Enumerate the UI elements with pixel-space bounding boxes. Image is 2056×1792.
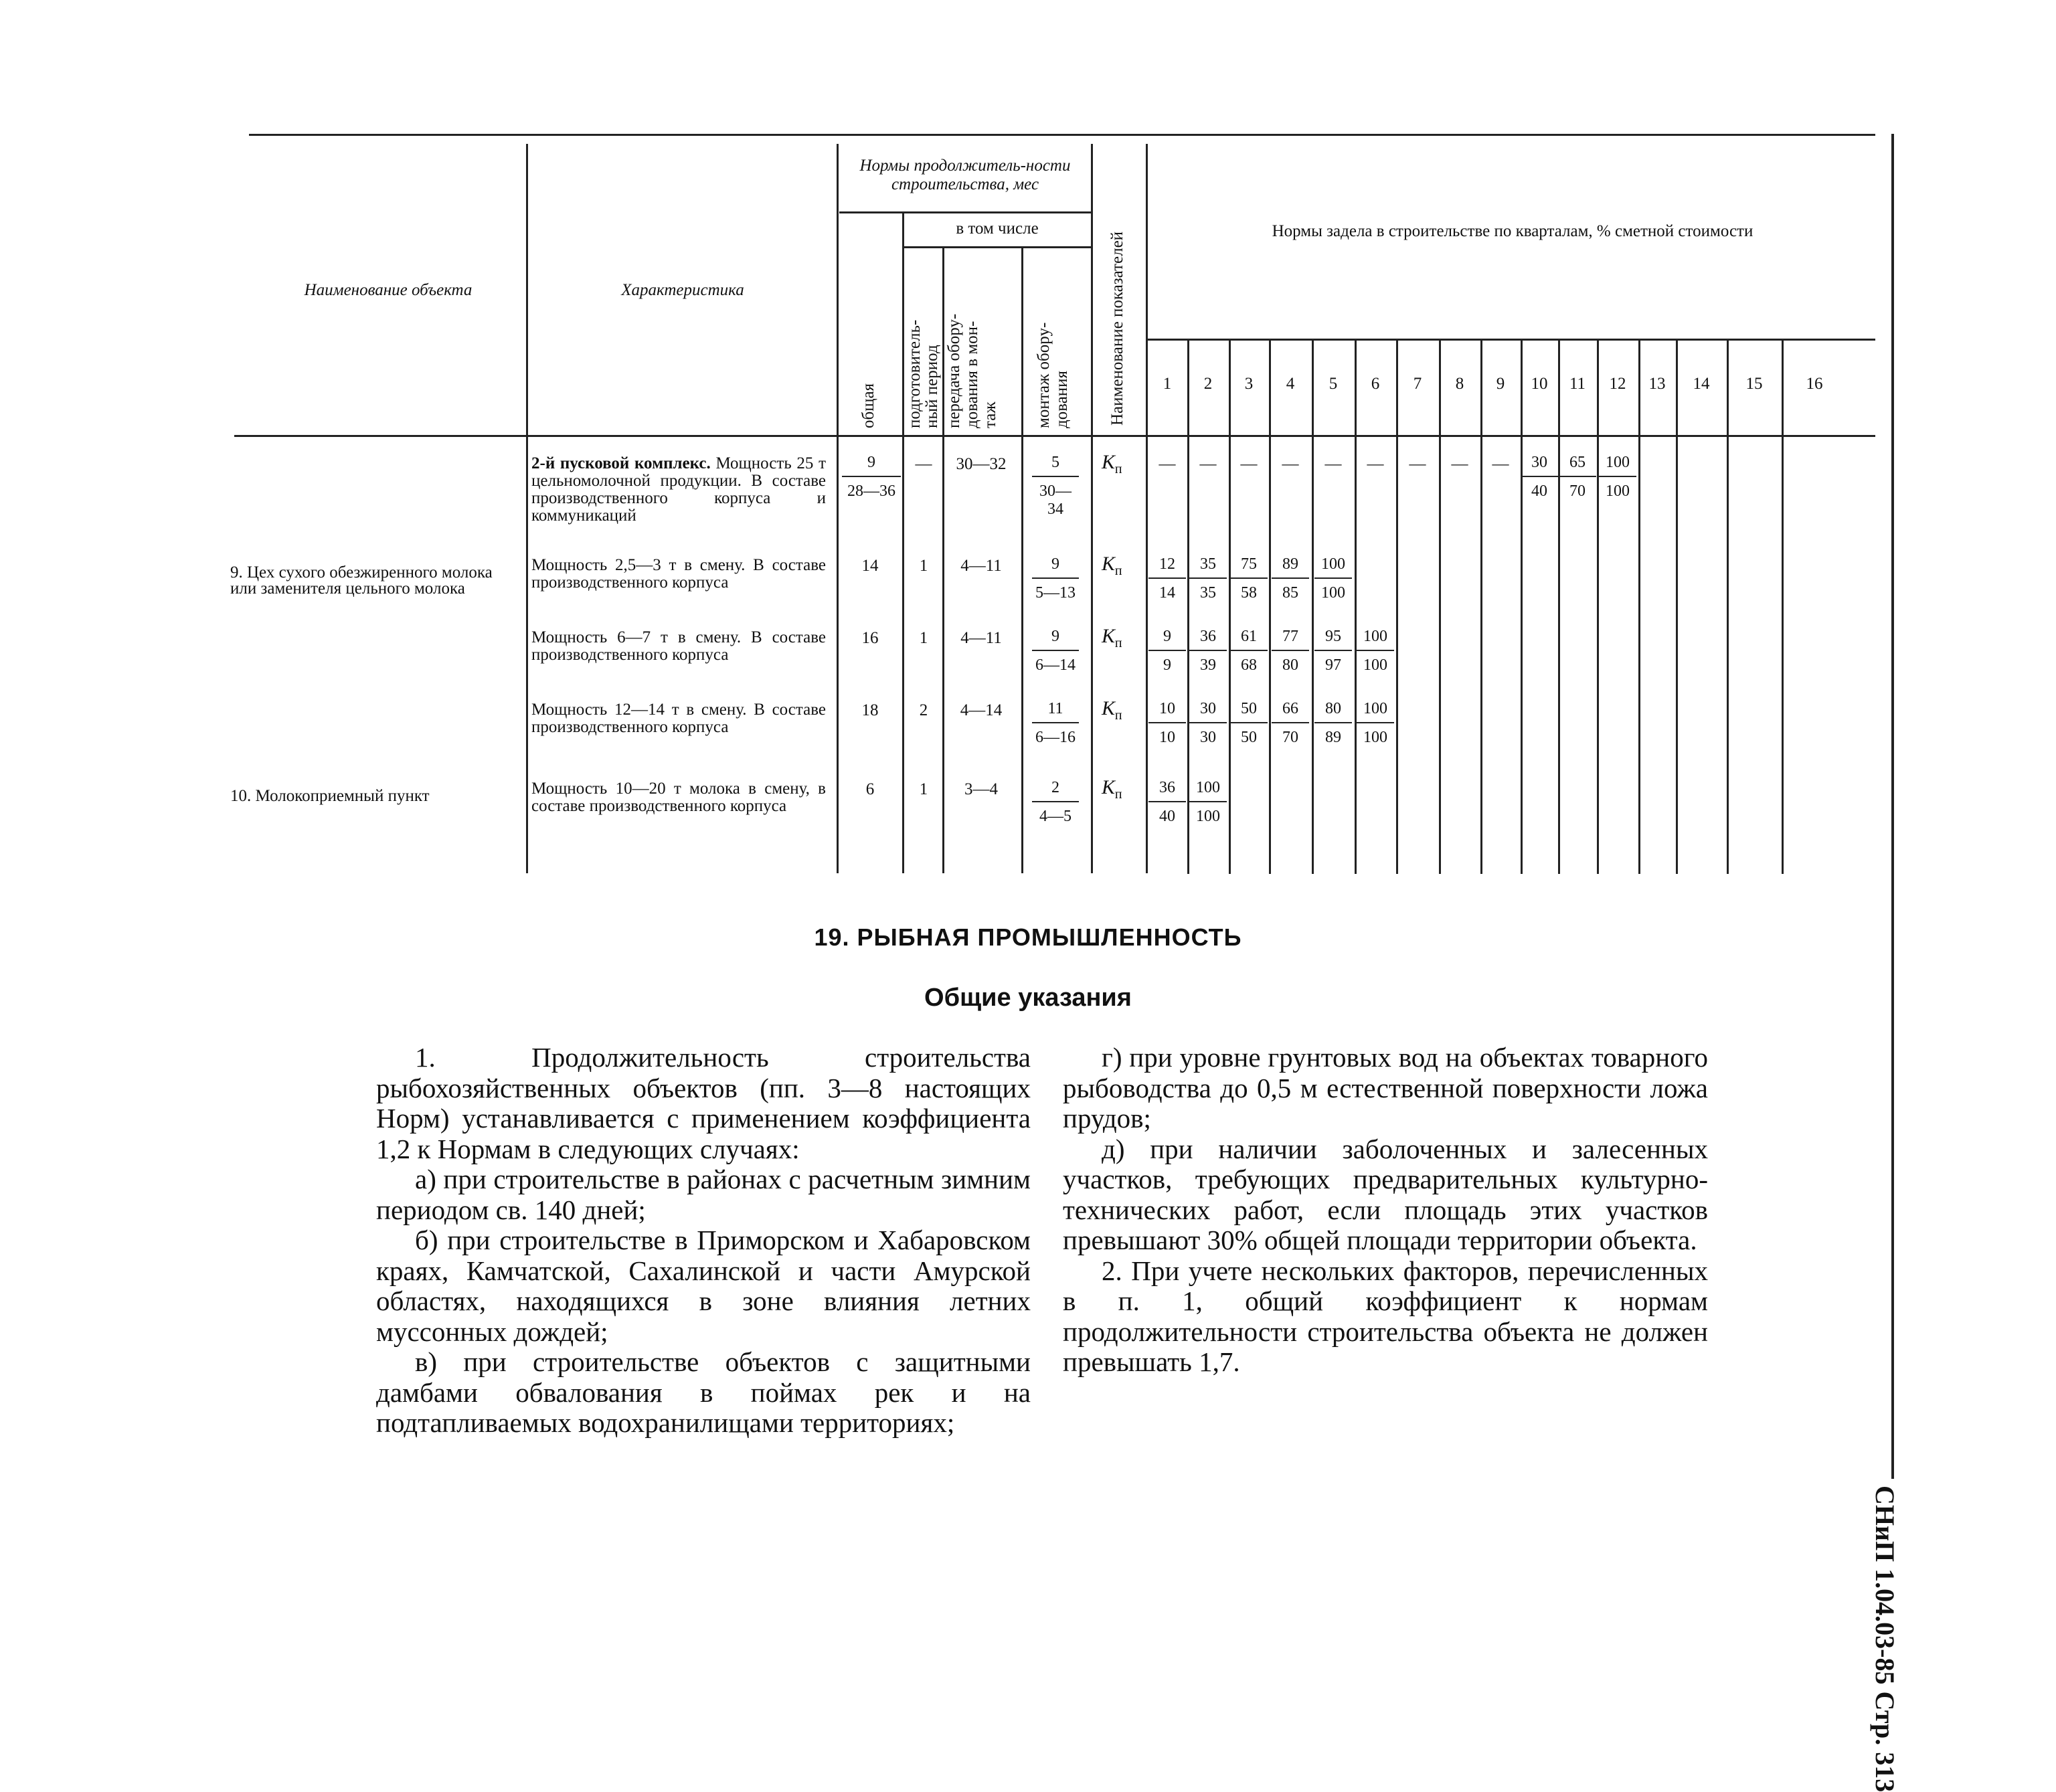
header-rule-including [904, 246, 1091, 248]
header-equipment-transfer: передача обору- дования в мон- таж [945, 313, 999, 428]
fraction-top: 100 [1357, 628, 1394, 651]
quarter-number: 15 [1745, 375, 1763, 393]
quarter-value [1559, 454, 1596, 501]
quarter-value [1189, 700, 1227, 747]
total-duration: 18 [861, 701, 879, 719]
quarter-number: 1 [1163, 375, 1172, 393]
fraction-top: 89 [1272, 555, 1309, 579]
quarter-dash: — [1324, 455, 1342, 473]
fraction-bottom: 4—5 [1039, 808, 1072, 825]
fraction-bottom: 85 [1282, 584, 1298, 602]
fraction-top: 9 [1032, 555, 1079, 579]
prep-period: — [915, 455, 932, 473]
quarter-number: 2 [1203, 375, 1213, 393]
col-divider [1146, 144, 1148, 873]
equipment-installation [1032, 700, 1079, 747]
object-name: 10. Молокоприемный пункт [230, 787, 430, 805]
paragraph: в) при строительстве объектов с защитными дамбами обвалования в поймах рек и на подтапливаемых водохранилищами территориях; [376, 1346, 1031, 1438]
header-rule-quarters [1147, 339, 1875, 341]
fraction-top: 12 [1148, 555, 1186, 579]
fraction-top: 10 [1148, 700, 1186, 723]
fraction-bottom: 50 [1241, 729, 1257, 746]
fraction-bottom: 100 [1363, 656, 1387, 674]
quarter-dash: — [1240, 455, 1258, 473]
fraction-bottom: 35 [1200, 584, 1216, 602]
fraction-bottom: 97 [1325, 656, 1341, 674]
characteristic-bold: 2-й пусковой комплекс. [531, 454, 711, 472]
characteristic [531, 780, 826, 815]
fraction-bottom: 6—16 [1035, 729, 1076, 746]
quarter-number: 5 [1329, 375, 1338, 393]
paragraph: д) при наличии заболоченных и залесенных участков, требующих предварительных культурно-технических работ, если площадь этих участков превышают 30% общей площади территории объекта. [1063, 1133, 1708, 1255]
quarter-value [1148, 779, 1186, 826]
quarter-dash: — [1492, 455, 1509, 473]
fraction-top: 95 [1314, 628, 1352, 651]
fraction-top: 80 [1314, 700, 1352, 723]
fraction-top: 36 [1148, 779, 1186, 802]
total-duration: 14 [861, 557, 879, 575]
fraction-top: 9 [1032, 628, 1079, 651]
indicator-subscript: п [1114, 708, 1122, 723]
fraction-bottom: 100 [1606, 482, 1630, 500]
quarter-value [1521, 454, 1558, 501]
indicator-symbol [1102, 553, 1122, 579]
quarter-number: 7 [1413, 375, 1422, 393]
fraction-top: 75 [1230, 555, 1268, 579]
table-header-bottom-rule [234, 435, 1875, 437]
quarter-value [1314, 555, 1352, 602]
quarter-dash: — [1282, 455, 1299, 473]
equipment-transfer: 3—4 [964, 780, 998, 798]
quarter-number: 14 [1693, 375, 1710, 393]
quarter-value [1314, 700, 1352, 747]
fraction-top: 35 [1189, 555, 1227, 579]
quarter-value [1272, 555, 1309, 602]
left-column [376, 1043, 1031, 1439]
equipment-installation [1032, 454, 1079, 519]
paragraph: б) при строительстве в Приморском и Хабаровском краях, Камчатской, Сахалинской и части Амурской областях, находящихся в зоне влияния летних муссонных дождей; [376, 1225, 1031, 1347]
table-top-rule [249, 134, 1875, 136]
quarter-col-divider [1676, 339, 1678, 874]
characteristic [531, 557, 826, 592]
prep-period: 1 [919, 557, 928, 575]
quarter-dash: — [1159, 455, 1176, 473]
quarter-number: 8 [1455, 375, 1464, 393]
indicator-subscript: п [1114, 462, 1122, 476]
fraction-bottom: 40 [1159, 808, 1175, 825]
fraction-bottom: 9 [1163, 656, 1171, 674]
fraction-top: 36 [1189, 628, 1227, 651]
header-indicator-name: Наименование показателей [1108, 231, 1126, 426]
quarter-col-divider [1355, 339, 1357, 874]
header-including: в том числе [956, 219, 1039, 238]
indicator-subscript: п [1114, 787, 1122, 802]
fraction-top: 77 [1272, 628, 1309, 651]
equipment-transfer: 30—32 [956, 455, 1007, 473]
fraction-top: 100 [1599, 454, 1636, 477]
fraction-top: 65 [1559, 454, 1596, 477]
col-divider [1091, 144, 1093, 873]
quarter-value [1230, 555, 1268, 602]
fraction-top: 66 [1272, 700, 1309, 723]
quarter-col-divider [1521, 339, 1523, 874]
fraction-bottom: 30—34 [1039, 482, 1072, 518]
fraction-top: 30 [1189, 700, 1227, 723]
fraction-bottom: 40 [1531, 482, 1547, 500]
header-duration-norms: Нормы продолжитель-ности строительства, мес [859, 157, 1071, 193]
quarter-col-divider [1638, 339, 1640, 874]
fraction-top: 9 [1148, 628, 1186, 651]
quarter-number: 13 [1648, 375, 1666, 393]
fraction-bottom: 68 [1241, 656, 1257, 674]
quarter-value [1357, 700, 1394, 747]
section-title: 19. РЫБНАЯ ПРОМЫШЛЕННОСТЬ [814, 923, 1242, 951]
characteristic-text: Мощность 2,5—3 т в смену. В составе производственного корпуса [531, 556, 826, 592]
quarter-value [1148, 555, 1186, 602]
side-label-text: СНиП 1.04.03-85 Стр. 313 [1870, 1486, 1900, 1792]
characteristic-text: Мощность 25 т цельномолочной продукции. В составе производственного корпуса и коммуникаций [531, 454, 826, 525]
fraction-top: 5 [1032, 454, 1079, 477]
quarter-number: 9 [1496, 375, 1505, 393]
fraction-bottom: 70 [1569, 482, 1586, 500]
equipment-installation [1032, 628, 1079, 675]
right-column [1063, 1043, 1708, 1378]
indicator-symbol [1102, 451, 1122, 477]
total-duration: 16 [861, 629, 879, 647]
quarter-col-divider [1312, 339, 1314, 874]
fraction-top: 2 [1032, 779, 1079, 802]
fraction-bottom: 39 [1200, 656, 1216, 674]
indicator-symbol [1102, 625, 1122, 651]
quarter-number: 11 [1569, 375, 1586, 393]
quarter-value [1599, 454, 1636, 501]
indicator-subscript: п [1114, 636, 1122, 650]
quarter-value [1230, 628, 1268, 675]
quarter-value [1357, 628, 1394, 675]
quarter-number: 12 [1609, 375, 1626, 393]
indicator-letter: К [1102, 697, 1115, 719]
col-divider [837, 144, 839, 873]
fraction-top: 30 [1521, 454, 1558, 477]
quarter-col-divider [1480, 339, 1482, 874]
header-backlog-norms: Нормы задела в строительстве по кварталам, % сметной стоимости [1272, 222, 1753, 240]
quarter-number: 3 [1244, 375, 1254, 393]
quarter-col-divider [1439, 339, 1441, 874]
quarter-value [1189, 779, 1227, 826]
quarter-value [1189, 555, 1227, 602]
indicator-symbol [1102, 776, 1122, 802]
paragraph: 1. Продолжительность строительства рыбохозяйственных объектов (пп. 3—8 настоящих Норм) устанавливается с применением коэффициента 1,2 к Нормам в следующих случаях: [376, 1042, 1031, 1164]
quarter-number: 6 [1371, 375, 1380, 393]
quarter-value [1230, 700, 1268, 747]
fraction-bottom: 14 [1159, 584, 1175, 602]
indicator-letter: К [1102, 553, 1115, 575]
fraction-bottom: 10 [1159, 729, 1175, 746]
quarter-col-divider [1269, 339, 1271, 874]
object-name: 9. Цех сухого обезжиренного молока или заменителя цельного молока [230, 563, 493, 598]
characteristic [531, 455, 826, 525]
indicator-letter: К [1102, 625, 1115, 647]
indicator-subscript: п [1114, 563, 1122, 578]
equipment-transfer: 4—11 [960, 557, 1002, 575]
col-divider [902, 211, 904, 873]
quarter-dash: — [1199, 455, 1217, 473]
header-prep-period: подготовитель- ный период [906, 319, 941, 428]
header-characteristic: Характеристика [621, 281, 744, 299]
characteristic-text: Мощность 6—7 т в смену. В составе производственного корпуса [531, 628, 826, 664]
fraction-top: 11 [1032, 700, 1079, 723]
fraction-bottom: 100 [1196, 808, 1220, 825]
fraction-bottom: 89 [1325, 729, 1341, 746]
subsection-title: Общие указания [924, 984, 1132, 1012]
fraction-bottom: 5—13 [1035, 584, 1076, 602]
equipment-installation [1032, 555, 1079, 602]
fraction-bottom: 100 [1321, 584, 1345, 602]
quarter-value [1272, 628, 1309, 675]
quarter-value [1272, 700, 1309, 747]
side-label [1870, 1138, 1930, 1792]
quarter-col-divider [1782, 339, 1784, 874]
fraction-bottom: 28—36 [847, 482, 895, 500]
quarter-col-divider [1229, 339, 1231, 874]
paragraph: а) при строительстве в районах с расчетным зимним периодом св. 140 дней; [376, 1164, 1031, 1225]
prep-period: 1 [919, 780, 928, 798]
quarter-col-divider [1727, 339, 1729, 874]
quarter-number: 16 [1806, 375, 1823, 393]
paragraph: 2. При учете нескольких факторов, перечисленных в п. 1, общий коэффициент к нормам продолжительности строительства объекта не должен превышать 1,7. [1063, 1255, 1708, 1377]
total-duration: 6 [865, 780, 875, 798]
quarter-col-divider [1558, 339, 1560, 874]
quarter-value [1148, 628, 1186, 675]
characteristic [531, 629, 826, 664]
indicator-symbol [1102, 697, 1122, 723]
fraction-top: 61 [1230, 628, 1268, 651]
header-rule-duration [839, 211, 1091, 213]
fraction-top: 100 [1189, 779, 1227, 802]
fraction-bottom: 30 [1200, 729, 1216, 746]
quarter-dash: — [1451, 455, 1468, 473]
equipment-transfer: 4—11 [960, 629, 1002, 647]
characteristic-text: Мощность 10—20 т молока в смену, в составе производственного корпуса [531, 780, 826, 815]
equipment-transfer: 4—14 [960, 701, 1003, 719]
header-total: общая [859, 383, 877, 428]
col-divider [526, 144, 528, 873]
side-rule [1891, 134, 1894, 1479]
fraction-bottom: 100 [1363, 729, 1387, 746]
quarter-number: 10 [1531, 375, 1548, 393]
header-object-name: Наименование объекта [304, 281, 473, 299]
fraction-top: 9 [842, 454, 901, 477]
prep-period: 1 [919, 629, 928, 647]
quarter-value [1314, 628, 1352, 675]
quarter-col-divider [1396, 339, 1398, 874]
quarter-number: 4 [1286, 375, 1295, 393]
fraction-top: 100 [1314, 555, 1352, 579]
quarter-dash: — [1409, 455, 1426, 473]
characteristic-text: Мощность 12—14 т в смену. В составе производственного корпуса [531, 701, 826, 736]
quarter-dash: — [1367, 455, 1384, 473]
header-equipment-installation: монтаж обору- дования [1035, 322, 1071, 428]
equipment-installation [1032, 779, 1079, 826]
fraction-bottom: 58 [1241, 584, 1257, 602]
indicator-letter: К [1102, 776, 1115, 798]
fraction-bottom: 80 [1282, 656, 1298, 674]
characteristic [531, 701, 826, 736]
prep-period: 2 [919, 701, 928, 719]
indicator-letter: К [1102, 451, 1115, 473]
quarter-value [1148, 700, 1186, 747]
fraction-bottom: 70 [1282, 729, 1298, 746]
quarter-col-divider [1597, 339, 1599, 874]
col-divider [1021, 246, 1023, 873]
paragraph: г) при уровне грунтовых вод на объектах товарного рыбоводства до 0,5 м естественной поверхности ложа прудов; [1063, 1042, 1708, 1134]
fraction-top: 100 [1357, 700, 1394, 723]
fraction-top: 50 [1230, 700, 1268, 723]
quarter-value [1189, 628, 1227, 675]
fraction-bottom: 6—14 [1035, 656, 1076, 674]
